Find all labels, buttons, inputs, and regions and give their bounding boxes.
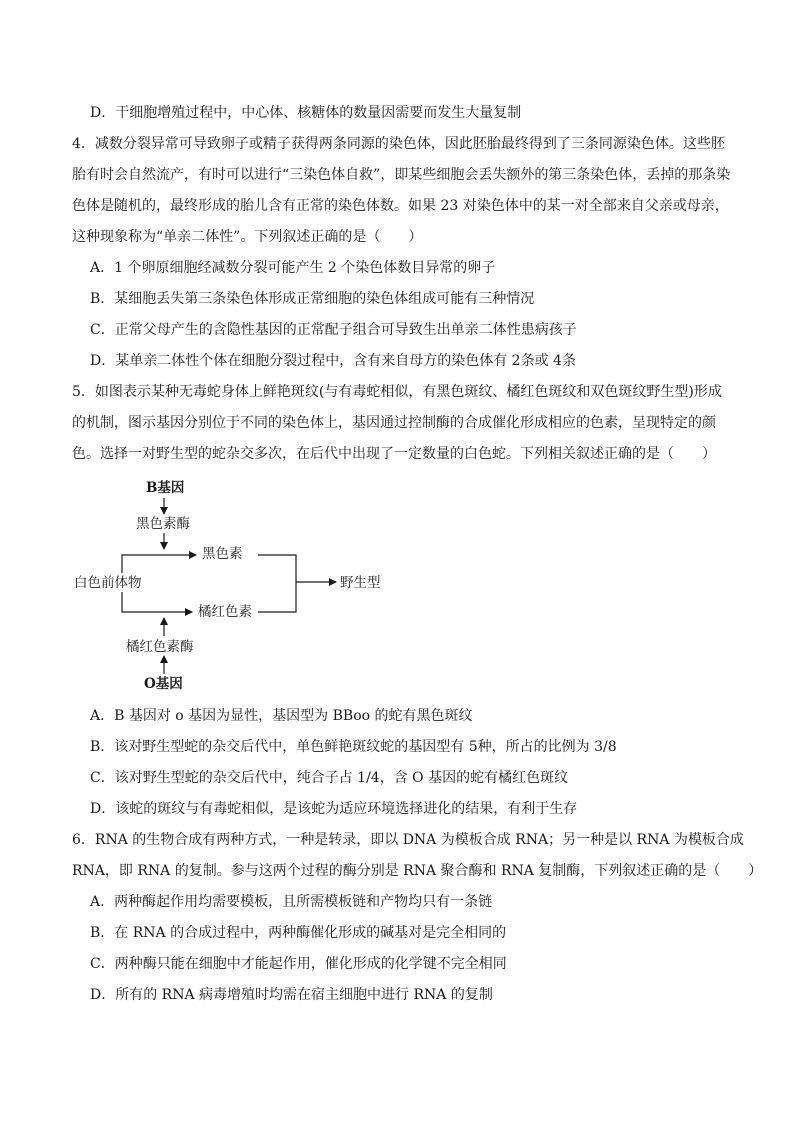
- q5-stem-line-1: 5．如图表示某种无毒蛇身体上鲜艳斑纹(与有毒蛇相似，有黑色斑纹、橘红色斑纹和双色斑纹野生型)形成: [72, 384, 722, 400]
- label-o-gene: O基因: [144, 676, 183, 692]
- q6-option-a: A．两种酶起作用均需要模板，且所需模板链和产物均只有一条链: [90, 894, 493, 910]
- label-orange-pigment: 橘红色素: [198, 604, 252, 620]
- q5-option-d: D．该蛇的斑纹与有毒蛇相似，是该蛇为适应环境选择进化的结果，有利于生存: [90, 801, 578, 817]
- q3-option-d: D．干细胞增殖过程中，中心体、核糖体的数量因需要而发生大量复制: [90, 105, 522, 121]
- q6-option-c: C．两种酶只能在细胞中才能起作用，催化形成的化学键不完全相同: [90, 956, 507, 972]
- label-black-pigment: 黑色素: [202, 546, 243, 562]
- label-black-enzyme: 黑色素酶: [136, 516, 190, 532]
- q4-option-c: C．正常父母产生的含隐性基因的正常配子组合可导致生出单亲二体性患病孩子: [90, 322, 577, 338]
- label-wild-type: 野生型: [340, 575, 381, 591]
- q6-stem-line-2: RNA，即 RNA 的复制。参与这两个过程的酶分别是 RNA 聚合酶和 RNA 复制酶，下列叙述正确的是（ ）: [72, 863, 763, 879]
- q6-stem-line-1: 6．RNA 的生物合成有两种方式，一种是转录，即以 DNA 为模板合成 RNA；另一种是以 RNA 为模板合成: [72, 832, 744, 848]
- q5-option-a: A．B 基因对 o 基因为显性，基因型为 BBoo 的蛇有黑色斑纹: [90, 708, 473, 724]
- path-to-black-pigment: [122, 555, 196, 573]
- combine-bracket: [258, 555, 296, 612]
- q4-option-d: D．某单亲二体性个体在细胞分裂过程中，含有来自母方的染色体有 2条或 4条: [90, 353, 576, 369]
- label-white-precursor: 白色前体物: [74, 575, 142, 591]
- q5-option-c: C．该对野生型蛇的杂交后代中，纯合子占 1/4，含 O 基因的蛇有橘红色斑纹: [90, 770, 569, 786]
- q4-option-a: A．1 个卵原细胞经减数分裂可能产生 2 个染色体数目异常的卵子: [90, 260, 496, 276]
- q5-stem-line-2: 的机制，图示基因分别位于不同的染色体上，基因通过控制酶的合成催化形成相应的色素，呈现特定的颜: [72, 415, 716, 431]
- label-orange-enzyme: 橘红色素酶: [126, 639, 194, 655]
- q4-stem-line-3: 色体是随机的，最终形成的胎儿含有正常的染色体数。如果 23 对染色体中的某一对全部来自父亲或母亲，: [72, 198, 729, 214]
- q5-option-b: B．该对野生型蛇的杂交后代中，单色鲜艳斑纹蛇的基因型有 5种，所占的比例为 3/8: [90, 739, 617, 755]
- q5-stem-line-3: 色。选择一对野生型的蛇杂交多次，在后代中出现了一定数量的白色蛇。下列相关叙述正确的是（ ）: [72, 446, 716, 462]
- label-b-gene: B基因: [146, 480, 185, 496]
- pigment-pathway-diagram: [60, 478, 400, 694]
- q4-option-b: B．某细胞丢失第三条染色体形成正常细胞的染色体组成可能有三种情况: [90, 291, 535, 307]
- q6-option-d: D．所有的 RNA 病毒增殖时均需在宿主细胞中进行 RNA 的复制: [90, 987, 493, 1003]
- q4-stem-line-4: 这种现象称为“单亲二体性”。下列叙述正确的是（ ）: [72, 229, 423, 245]
- path-to-orange-pigment: [122, 592, 192, 612]
- q4-stem-line-1: 4．减数分裂异常可导致卵子或精子获得两条同源的染色体，因此胚胎最终得到了三条同源染色体。这些胚: [72, 136, 725, 152]
- q4-stem-line-2: 胎有时会自然流产，有时可以进行“三染色体自救”，即某些细胞会丢失额外的第三条染色体，丢掉的那条染: [72, 167, 731, 183]
- q6-option-b: B．在 RNA 的合成过程中，两种酶催化形成的碱基对是完全相同的: [90, 925, 507, 941]
